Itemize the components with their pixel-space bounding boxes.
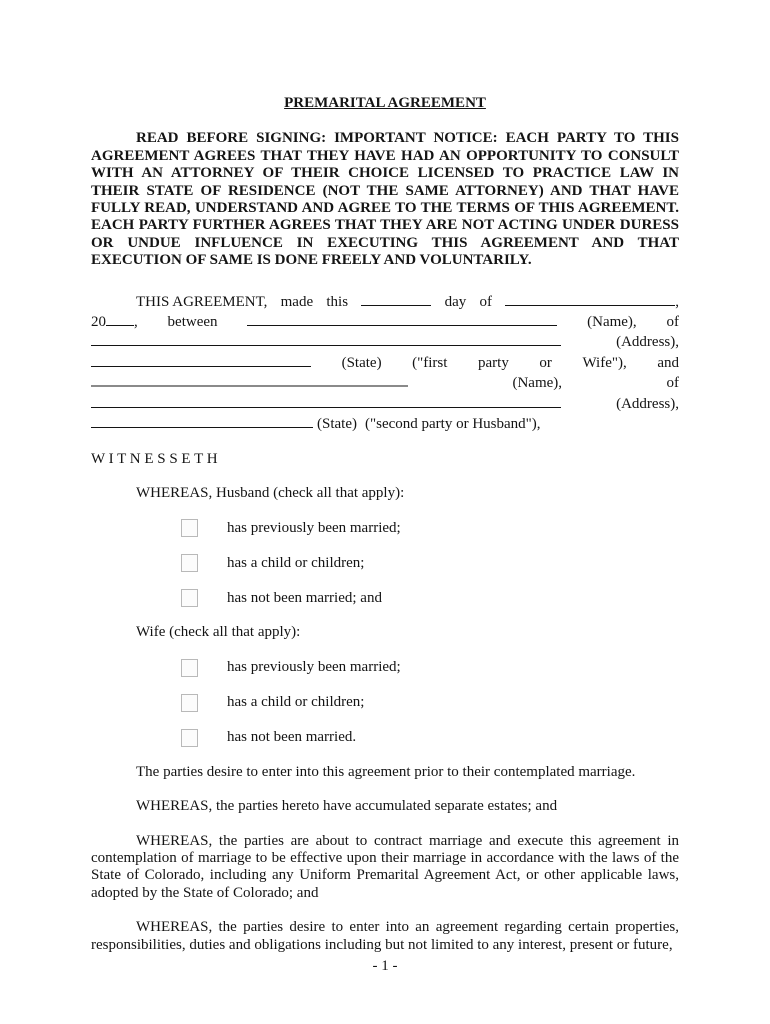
text: (Name), <box>512 375 563 392</box>
agreement-line-7 <box>91 413 679 433</box>
text: this <box>326 293 349 310</box>
second-party-address-blank <box>91 393 561 408</box>
text: of <box>666 375 679 392</box>
text: (Address), <box>616 395 679 412</box>
checkbox-label: has previously been married; <box>227 519 401 536</box>
agreement-line-6 <box>91 393 679 413</box>
text: (State) <box>317 416 357 433</box>
text: , <box>675 293 679 310</box>
text: ("second party or Husband"), <box>364 416 541 433</box>
text: and <box>657 354 679 371</box>
husband-checkbox-row <box>181 519 679 537</box>
text: party <box>478 354 509 371</box>
day-blank <box>361 291 431 306</box>
checkbox-wife-has-children[interactable] <box>181 694 198 712</box>
checkbox-label: has not been married. <box>227 729 357 746</box>
second-party-state-blank <box>91 413 313 428</box>
husband-checkbox-row <box>181 554 679 572</box>
first-party-state-blank <box>91 352 311 367</box>
text: , <box>134 314 138 331</box>
husband-checkbox-row <box>181 589 679 607</box>
contract-marriage-paragraph: WHEREAS, the parties are about to contract marriage and execute this agreement in contemplation of marriage to be effective upon their marriage in accordance with the laws of the State of Colorado, including any Uniform Premarital Agreement Act, or other applicable laws, adopted by the State of Colorado; and <box>91 832 679 901</box>
checkbox-wife-previously-married[interactable] <box>181 659 198 677</box>
text: (State) <box>341 354 382 371</box>
second-party-name-field[interactable] <box>91 372 408 387</box>
checkbox-husband-not-married[interactable] <box>181 589 198 607</box>
agreement-line-5 <box>91 372 679 392</box>
text: between <box>167 314 218 331</box>
checkbox-husband-has-children[interactable] <box>181 554 198 572</box>
agreement-line-1 <box>91 291 679 311</box>
text: or <box>539 354 552 371</box>
checkbox-label: has a child or children; <box>227 554 365 571</box>
checkbox-label: has not been married; and <box>227 589 382 606</box>
text: (Name), <box>587 314 637 331</box>
text: day <box>444 293 467 310</box>
agreement-line-4 <box>91 352 679 372</box>
desire-paragraph: The parties desire to enter into this agreement prior to their contemplated marriage. <box>136 763 636 780</box>
text: 20 <box>91 314 106 331</box>
text: made <box>280 293 314 310</box>
month-blank <box>505 291 675 306</box>
text: of <box>666 314 679 331</box>
page-number: - 1 - <box>372 958 398 974</box>
agreement-paragraph <box>91 291 679 434</box>
notice-paragraph: READ BEFORE SIGNING: IMPORTANT NOTICE: EACH PARTY TO THIS AGREEMENT AGREES THAT THEY HAVE HAD AN OPPORTUNITY TO CONSULT WITH AN ATTORNEY OF THEIR CHOICE LICENSED TO PRACTICE LAW IN THEIR STATE OF RESIDENCE (NOT THE SAME ATTORNEY) AND THAT HAVE FULLY READ, UNDERSTAND AND AGREE TO THE TERMS OF THIS AGREEMENT. EACH PARTY FURTHER AGREES THAT THEY ARE NOT ACTING UNDER DURESS OR UNDUE INFLUENCE IN EXECUTING THIS AGREEMENT AND THAT EXECUTION OF SAME IS DONE FREELY AND VOLUNTARILY. <box>91 130 679 269</box>
agreement-line-3 <box>91 331 679 351</box>
text: ("first <box>412 354 448 371</box>
text: of <box>479 293 492 310</box>
year-blank <box>106 311 134 326</box>
husband-checklist-heading: WHEREAS, Husband (check all that apply): <box>136 484 405 501</box>
wife-checkbox-row <box>181 659 679 677</box>
text: THIS AGREEMENT, <box>136 293 268 310</box>
agreement-line-2 <box>91 311 679 331</box>
checkbox-label: has previously been married; <box>227 659 401 676</box>
page-title: PREMARITAL AGREEMENT <box>284 95 486 111</box>
wife-checklist-heading: Wife (check all that apply): <box>136 624 301 641</box>
wife-checkbox-row <box>181 729 679 747</box>
text: (Address), <box>616 334 679 351</box>
regarding-properties-paragraph: WHEREAS, the parties desire to enter into an agreement regarding certain properties, responsibilities, duties and obligations including but not limited to any interest, present or future, <box>91 919 679 953</box>
checkbox-label: has a child or children; <box>227 694 365 711</box>
first-party-name-blank <box>247 311 557 326</box>
wife-checkbox-row <box>181 694 679 712</box>
checkbox-wife-not-married[interactable] <box>181 729 198 747</box>
first-party-address-blank <box>91 331 561 346</box>
estates-paragraph: WHEREAS, the parties hereto have accumulated separate estates; and <box>136 798 558 815</box>
text: Wife"), <box>582 354 627 371</box>
checkbox-husband-previously-married[interactable] <box>181 519 198 537</box>
witnesseth-heading: W I T N E S S E T H <box>91 450 218 467</box>
